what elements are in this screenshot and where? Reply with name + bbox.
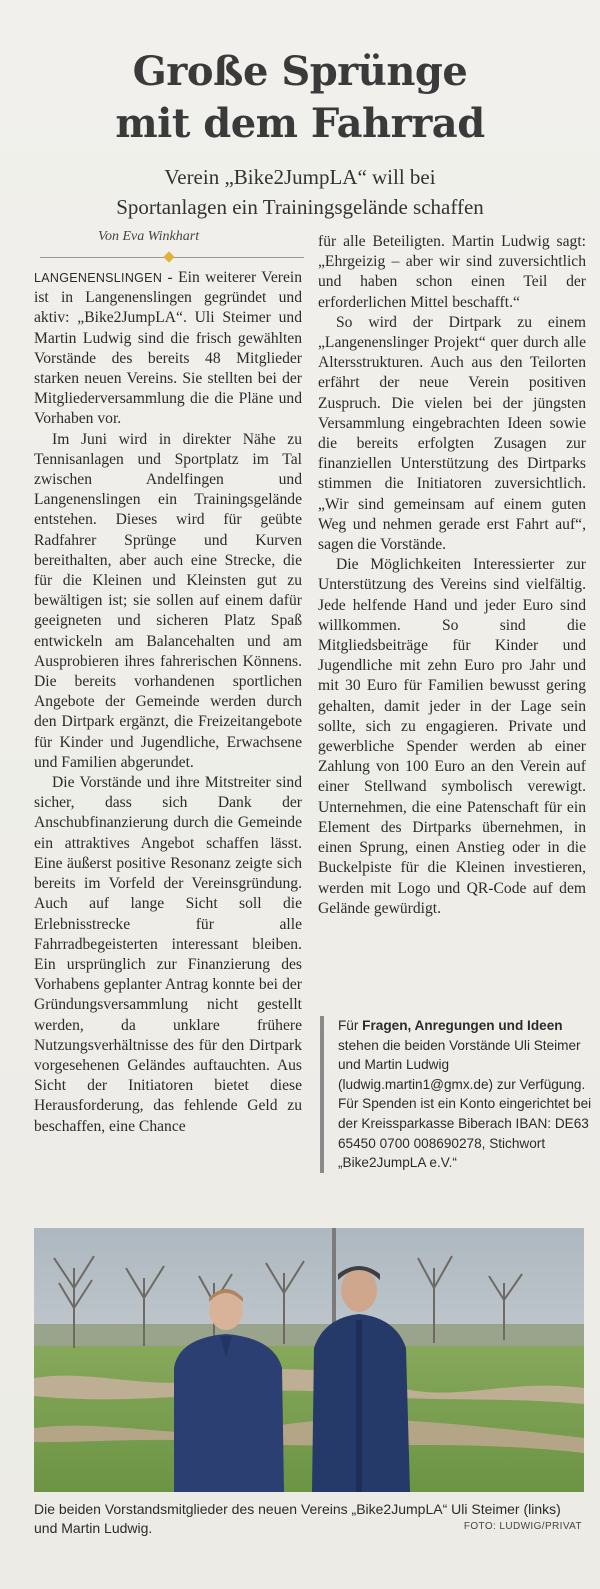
photo-illustration — [34, 1228, 584, 1492]
photo-caption: Die beiden Vorstandsmitglieder des neuen Vereins „Bike2JumpLA“ Uli Steimer (links) und Martin Ludwig. — [34, 1501, 561, 1536]
info-box-emphasis: Fragen, Anregungen und Ideen — [362, 1018, 563, 1033]
photo-credit: FOTO: LUDWIG/PRIVAT — [463, 1521, 582, 1532]
paragraph: Die Vorstände und ihre Mitstreiter sind sicher, dass sich Dank der Anschubfinanzierung durch die Gemeinde ein attraktives Angebot schaffen lässt. Eine äußerst positive Resonanz zeigte sich bereits im Vorfeld der Vereinsgründung. Auch auf lange Sicht soll die Erlebnisstrecke für alle Fahrradbegeisterten interessant bleiben. Ein ursprünglich zur Finanzierung des Vorhabens geplanter Antrag konnte bei der Gründungsversammlung nicht gestellt werden, da unklare frühere Nutzungsverhältnisse des für den Dirtpark vorgesehenen Geländes auftauchten. Aus Sicht der Initiatoren bietet diese Herausforderung, das fehlende Geld zu beschaffen, eine Chance — [34, 774, 302, 1135]
info-box — [320, 1016, 596, 1173]
headline-line-2: mit dem Fahrrad — [115, 100, 485, 147]
headline — [0, 46, 600, 150]
paragraph-text: - Ein weiterer Verein ist in Langenenslingen gegründet und aktiv: „Bike2JumpLA“. Uli Steimer und Martin Ludwig sind die frisch gewählten Vorstände des bereits 48 Mitglieder starken neuen Vereins. Sie stellten bei der Mitgliederversammlung die die Pläne und Vorhaben vor. — [34, 269, 302, 428]
grass-field — [34, 1346, 584, 1492]
byline: Von Eva Winkhart — [98, 229, 200, 244]
paragraph — [34, 268, 302, 430]
article-column-right — [318, 232, 586, 919]
article-column-left — [34, 268, 302, 1137]
byline-ornament-icon — [163, 251, 174, 262]
subhead-line-1: Verein „Bike2JumpLA“ will bei — [164, 165, 436, 189]
paragraph: So wird der Dirtpark zu einem „Langenenslinger Projekt“ quer durch alle Altersstrukturen. Auch aus den Teilorten erfährt der neue Verein positiven Zuspruch. Die vielen bei der jüngsten Versammlung eingebrachten Ideen sowie die bereits erfolgten Zusagen zur finanziellen Unterstützung des Dirtparks stimmen die Initiatoren zuversichtlich. „Wir sind gemeinsam auf einem guten Weg und nehmen gerade erst Fahrt auf“, sagen die Vorstände. — [318, 313, 586, 554]
subhead-line-2: Sportanlagen ein Trainingsgelände schaffen — [116, 195, 484, 219]
subheadline — [0, 162, 600, 222]
article-photo — [34, 1228, 584, 1492]
info-box-text: stehen die beiden Vorstände Uli Steimer und Martin Ludwig (ludwig.martin1@gmx.de) zur Verfügung. Für Spenden ist ein Konto eingerichtet bei der Kreissparkasse Biberach IBAN: DE63 65450 0700 008690278, Stichwort „Bike2JumpLA e.V.“ — [338, 1037, 592, 1171]
paragraph: für alle Beteiligten. Martin Ludwig sagt: „Ehrgeizig – aber wir sind zuversichtlich und haben schon einen Teil der erforderlichen Mittel beschafft.“ — [318, 233, 586, 311]
info-box-prefix: Für — [338, 1018, 363, 1033]
dateline: LANGENENSLINGEN — [34, 271, 163, 285]
headline-line-1: Große Sprünge — [132, 48, 468, 95]
paragraph: Im Juni wird in direkter Nähe zu Tennisanlagen und Sportplatz im Tal zwischen Andelfingen und Langenenslingen ein Trainingsgelände entstehen. Dieses wird für geübte Radfahrer Sprünge und Kurven bereithalten, aber auch eine Strecke, die für die Kleinen und Kleinsten gut zu bewältigen ist; sie sollen auf einem dafür geeigneten und sicheren Platz Spaß entwickeln am Balancehalten und am Ausprobieren ihres fahrerischen Könnens. Die bereits vorhandenen sportlichen Angebote der Gemeinde werden durch den Dirtpark ergänzt, die Freizeitangebote für Kinder und Jugendliche, Erwachsene und Familien abgerundet. — [34, 430, 302, 771]
paragraph: Die Möglichkeiten Interessierter zur Unterstützung des Vereins sind vielfältig. Jede helfende Hand und jeder Euro sind willkommen. So sind die Mitgliedsbeiträge für Kinder und Jugendliche mit zehn Euro pro Jahr und mit 30 Euro für Familien bewusst gering gehalten, damit jeder in der Lage sein sollte, sich zu engagieren. Private und gewerbliche Spender werden ab einer Zahlung von 100 Euro an den Verein auf einer Stellwand symbolisch verewigt. Unternehmen, die eine Patenschaft für ein Element des Dirtparks übernehmen, in einen Sprung, einen Anstieg oder in die Buckelpiste für die Kleinen investieren, werden mit Logo und QR-Code auf dem Gelände gewürdigt. — [318, 556, 586, 917]
